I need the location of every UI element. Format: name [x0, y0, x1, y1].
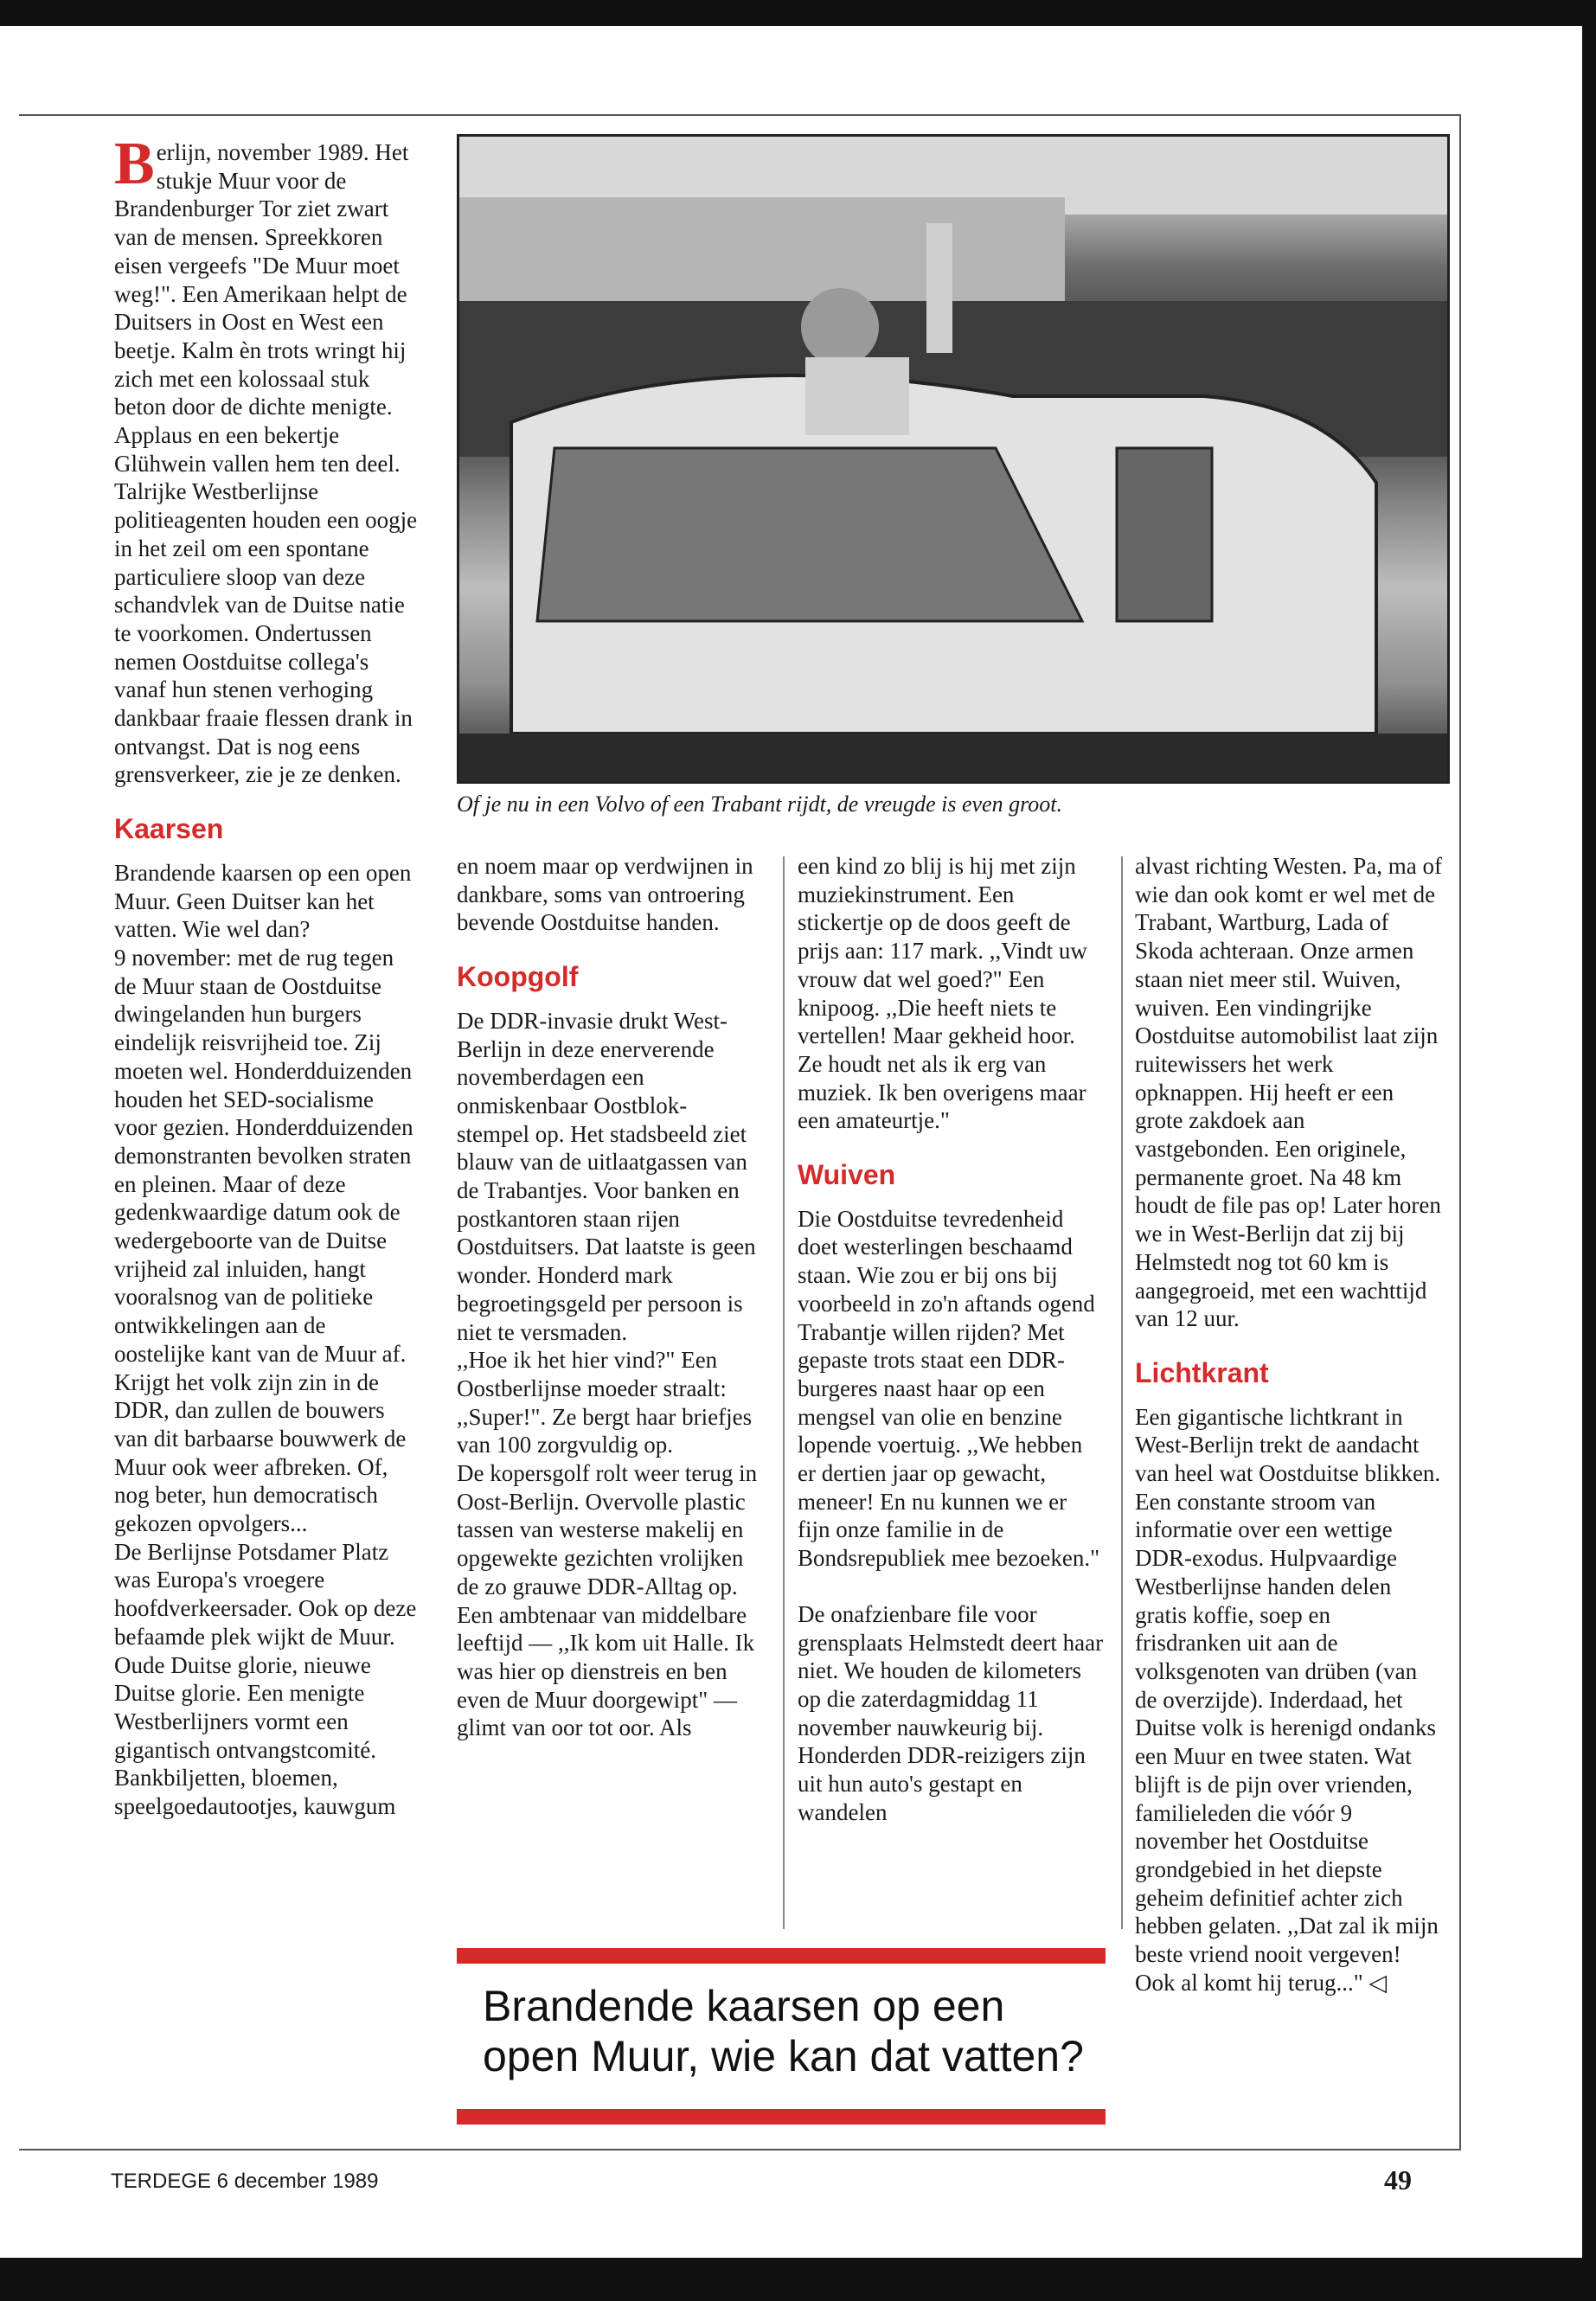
paragraph: en noem maar op verdwijnen in dankbare, soms van ontroering bevende Oostduitse handen.	[457, 853, 753, 936]
column-divider	[783, 856, 785, 1929]
paragraph: alvast richting Westen. Pa, ma of wie dan ook komt er wel met de Trabant, Wartburg, Lada of Skoda achteraan. Onze armen staan niet meer stil. Wuiven, wuiven. Een vindingrijke Oostduitse automobilist laat zijn ruitewissers het werk opknappen. Hij heeft er een grote zakdoek aan vastgebonden. Een originele, permanente groet. Na 48 km houdt de file pas op! Later horen we in West-Berlijn dat zij bij Helmstedt nog tot 60 km is aangegroeid, met een wachttijd van 12 uur.	[1135, 853, 1442, 1332]
paragraph: De DDR-invasie drukt West-Berlijn in deze enerverende novemberdagen een onmiskenbaar Oostblok-stempel op. Het stadsbeeld ziet blauw van de uitlaatgassen van de Trabantjes. Voor banken en postkantoren staan rijen Oostduitsers. Dat laatste is geen wonder. Honderd mark begroetingsgeld per persoon is niet te versmaden.	[457, 1007, 756, 1345]
photo-illustration	[459, 137, 1447, 781]
pullquote-rule-top	[457, 1948, 1106, 1964]
pull-quote: Brandende kaarsen op een open Muur, wie kan dat vatten?	[483, 1982, 1084, 2080]
article-column-4	[1135, 852, 1442, 2141]
section-heading-kaarsen: Kaarsen	[114, 813, 224, 845]
paragraph: 9 november: met de rug tegen de Muur staan de Oostduitse dwingelanden hun burgers eindelijk reisvrijheid toe. Zij moeten wel. Honderdduizenden houden het SED-socialisme voor gezien. Honderdduizenden demonstranten bevolken straten en pleinen. Maar of deze gedenkwaardige datum ook de wedergeboorte van de Duitse vrijheid zal inluiden, hangt vooralsnog van de politieke ontwikkelingen aan de oostelijke kant van de Muur af. Krijgt het volk zijn zin in de DDR, dan zullen de bouwers van dit barbaarse bouwwerk de Muur ook weer afbreken. Of, nog beter, hun democratisch gekozen opvolgers...	[114, 944, 413, 1537]
paragraph: De Berlijnse Potsdamer Platz was Europa's vroegere hoofdverkeersader. Ook op deze befaamde plek wijkt de Muur. Oude Duitse glorie, nieuwe Duitse glorie. Een menigte Westberlijners vormt een gigantisch ontvangstcomité. Bankbiljetten, bloemen, speelgoedautootjes, kauwgum	[114, 1538, 417, 1820]
section-heading-lichtkrant: Lichtkrant	[1135, 1356, 1269, 1388]
paragraph: Die Oostduitse tevredenheid doet westerlingen beschaamd staan. Wie zou er bij ons bij voorbeeld in zo'n aftands ogend Trabantje willen rijden? Met gepaste trots staat een DDR-burgeres naast haar op een mengsel van olie en benzine lopende voertuig. ,,We hebben er dertien jaar op gewacht, meneer! En nu kunnen we er fijn onze familie in de Bondsrepubliek mee bezoeken."	[798, 1205, 1100, 1572]
article-column-2	[457, 852, 760, 1929]
publication-footer: TERDEGE 6 december 1989	[111, 2170, 379, 2193]
paragraph: De onafzienbare file voor grensplaats Helmstedt deert haar niet. We houden de kilometers op die zaterdagmiddag 11 november nauwkeurig bij. Honderden DDR-reizigers zijn uit hun auto's gestapt en wandelen	[798, 1600, 1104, 1825]
column-divider	[1121, 856, 1123, 1929]
article-column-1	[114, 138, 421, 2141]
article-photo	[457, 134, 1450, 784]
paragraph: ,,Hoe ik het hier vind?" Een Oostberlijnse moeder straalt: ,,Super!". Ze bergt haar briefjes van 100 zorgvuldig op.	[457, 1347, 753, 1458]
article-column-3	[798, 852, 1105, 1929]
page-number: 49	[1384, 2164, 1412, 2195]
scan-right-edge	[1582, 0, 1596, 2301]
photo-caption: Of je nu in een Volvo of een Trabant rijdt, de vreugde is even groot.	[457, 792, 1062, 817]
section-heading-koopgolf: Koopgolf	[457, 961, 579, 993]
article-intro: erlijn, november 1989. Het stukje Muur voor de Brandenburger Tor ziet zwart van de mensen. Spreekkoren eisen vergeefs "De Muur moet weg!". Een Amerikaan helpt de Duitsers in Oost en West een beetje. Kalm èn trots wringt hij zich met een kolossaal stuk beton door de dichte menigte. Applaus en een bekertje Glühwein vallen hem ten deel. Talrijke Westberlijnse politieagenten houden een oogje in het zeil om een spontane particuliere sloop van deze schandvlek van de Duitse natie te voorkomen. Ondertussen nemen Oostduitse collega's vanaf hun stenen verhoging dankbaar fraaie flessen drank in ontvangst. Dat is nog eens grensverkeer, zie je ze denken.	[114, 139, 418, 788]
paragraph: De kopersgolf rolt weer terug in Oost-Berlijn. Overvolle plastic tassen van westerse makelij en opgewekte gezichten vrolijken de zo grauwe DDR-Alltag op. Een ambtenaar van middelbare leeftijd — ,,Ik kom uit Halle. Ik was hier op dienstreis en ben even de Muur doorgewipt" — glimt van oor tot oor. Als	[457, 1460, 758, 1741]
drop-cap: B	[114, 138, 155, 197]
paragraph: een kind zo blij is hij met zijn muziekinstrument. Een stickertje op de doos geeft de prijs aan: 117 mark. ,,Vindt uw vrouw dat wel goed?" Een knipoog. ,,Die heeft niets te vertellen! Maar gekheid hoor. Ze houdt net als ik erg van muziek. Ik ben overigens maar een amateurtje."	[798, 853, 1087, 1134]
scan-top-edge	[0, 0, 1596, 26]
section-heading-wuiven: Wuiven	[798, 1159, 896, 1191]
paragraph: Een gigantische lichtkrant in West-Berlijn trekt de aandacht van heel wat Oostduitse blikken. Een constante stroom van informatie over een wettige DDR-exodus. Hulpvaardige Westberlijnse handen delen gratis koffie, soep en frisdranken uit aan de volksgenoten van drüben (van de overzijde). Inderdaad, het Duitse volk is herenigd ondanks een Muur en twee staten. Wat blijft is de pijn over vrienden, familieleden die vóór 9 november het Oostduitse grondgebied in het diepste geheim definitief achter zich hebben gelaten. ,,Dat zal ik mijn beste vriend nooit vergeven! Ook al komt hij terug..." ◁	[1135, 1403, 1441, 1996]
scan-bottom-edge	[0, 2258, 1596, 2301]
paragraph: Brandende kaarsen op een open Muur. Geen Duitser kan het vatten. Wie wel dan?	[114, 859, 412, 943]
pullquote-rule-bottom	[457, 2109, 1106, 2125]
